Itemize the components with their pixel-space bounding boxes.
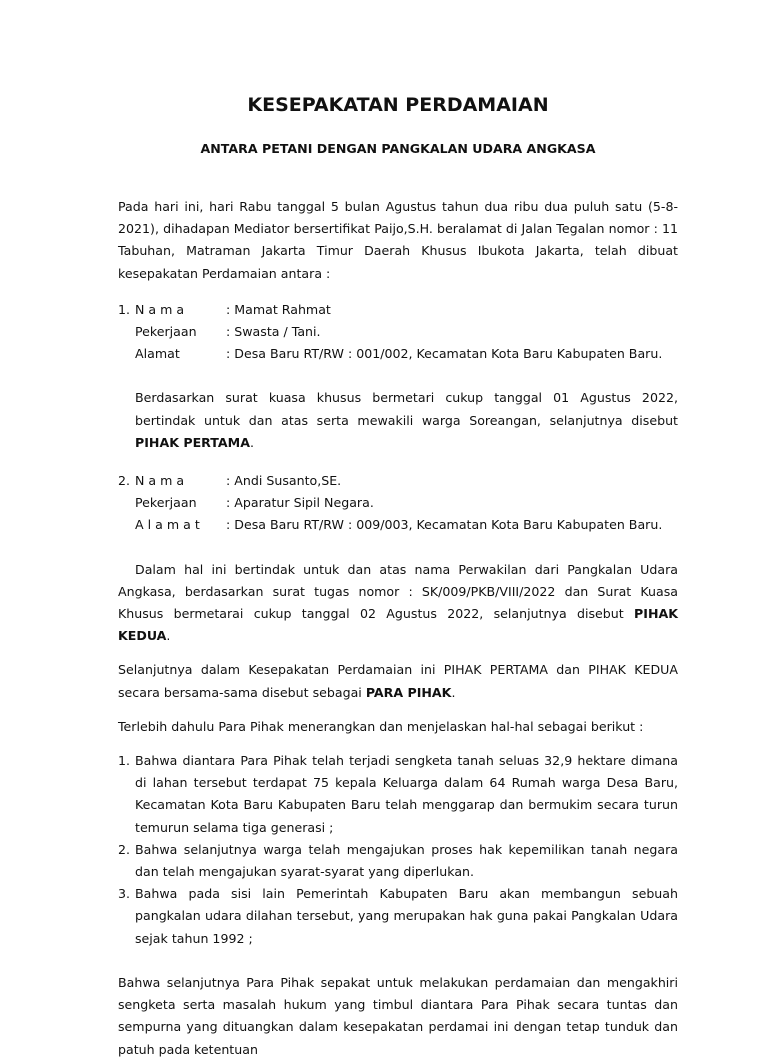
list-item [118, 750, 678, 839]
closing-paragraph: Bahwa selanjutnya Para Pihak sepakat untuk melakukan perdamaian dan mengakhiri sengketa serta masalah hukum yang timbul diantara Para Pihak secara tuntas dan sempurna yang dituangkan dalam kesepakatan perdamai ini dengan tetap tunduk dan patuh pada ketentuan [118, 974, 678, 1057]
joint-parties-paragraph [118, 659, 678, 703]
party-1-block [118, 299, 678, 454]
party-1-number: 1. [118, 301, 131, 317]
list-item-text: Bahwa pada sisi lain Pemerintah Kabupaten Baru akan membangun sebuah pangkalan udara dilahan tersebut, yang merupakan hak guna pakai Pangkalan Udara sejak tahun 1992 ; [135, 886, 678, 946]
list-item-number: 1. [118, 753, 131, 769]
intro-paragraph: Pada hari ini, hari Rabu tanggal 5 bulan Agustus tahun dua ribu dua puluh satu (5-8-2021), dihadapan Mediator bersertifikat Paijo,S.H. beralamat di Jalan Tegalan nomor : 11 Tabuhan, Matraman Jakarta Timur Daerah Khusus Ibukota Jakarta, telah dibuat kesepakatan Perdamaian antara : [118, 199, 678, 281]
list-item-text: Bahwa diantara Para Pihak telah terjadi sengketa tanah seluas 32,9 hektare dimana di lahan tersebut terdapat 75 kepala Keluarga dalam 64 Rumah warga Desa Baru, Kecamatan Kota Baru Kabupaten Baru telah menggarap dan bermukim secara turun temurun selama tiga generasi ; [135, 753, 678, 835]
party-2-name-label: N a m a [135, 473, 185, 489]
joint-parties-text: Selanjutnya dalam Kesepakatan Perdamaian ini PIHAK PERTAMA dan PIHAK KEDUA secara bersama-sama disebut sebagai [118, 662, 678, 700]
list-item-number: 3. [118, 886, 131, 902]
party-2-name-row [135, 470, 678, 492]
document-subtitle: ANTARA PETANI DENGAN PANGKALAN UDARA ANGKASA [200, 141, 596, 156]
list-item [118, 839, 678, 883]
party-2-job-row [135, 492, 678, 514]
party-1-name-label: N a m a [135, 301, 185, 317]
representation-paragraph [118, 559, 678, 648]
party-1-note-end: . [249, 434, 254, 450]
recitals-list [118, 750, 678, 950]
party-2-address-row [135, 514, 678, 536]
joint-parties-designation: PARA PIHAK [365, 684, 452, 700]
party-1-note-text: Berdasarkan surat kuasa khusus bermetari cukup tanggal 01 Agustus 2022, bertindak untuk dan atas serta mewakili warga Soreangan, selanjutnya disebut [135, 390, 678, 428]
list-item [118, 883, 678, 950]
representation-end: . [166, 628, 171, 644]
party-1-job-label: Pekerjaan [135, 324, 197, 340]
party-1-address-row [135, 343, 678, 365]
party-1-address-label: Alamat [135, 346, 180, 362]
representation-text: Dalam hal ini bertindak untuk dan atas nama Perwakilan dari Pangkalan Udara Angkasa, berdasarkan surat tugas nomor : SK/009/PKB/VIII/2022 dan Surat Kuasa Khusus bermetarai cukup tanggal 02 Agustus 2022, selanjutnya disebut [118, 561, 678, 622]
party-1-job-value: : Swasta / Tani. [226, 324, 321, 340]
party-2-designation: PIHAK KEDUA [118, 606, 678, 644]
party-1-designation: PIHAK PERTAMA [135, 434, 250, 450]
party-1-name-value: : Mamat Rahmat [226, 301, 331, 317]
document-title: KESEPAKATAN PERDAMAIAN [247, 94, 549, 116]
party-2-job-value: : Aparatur Sipil Negara. [226, 495, 374, 511]
party-2-job-label: Pekerjaan [135, 495, 197, 511]
list-item-text: Bahwa selanjutnya warga telah mengajukan proses hak kepemilikan tanah negara dan telah mengajukan syarat-syarat yang diperlukan. [135, 841, 678, 880]
explanation-intro: Terlebih dahulu Para Pihak menerangkan dan menjelaskan hal-hal sebagai berikut : [118, 718, 644, 734]
party-2-block [118, 470, 678, 537]
party-2-address-value: : Desa Baru RT/RW : 009/003, Kecamatan Kota Baru Kabupaten Baru. [226, 517, 663, 533]
party-1-name-row [135, 299, 678, 321]
party-2-address-label: A l a m a t [135, 517, 200, 533]
party-2-name-value: : Andi Susanto,SE. [226, 473, 342, 489]
list-item-number: 2. [118, 841, 131, 857]
party-1-job-row [135, 321, 678, 343]
document-body [118, 92, 678, 1061]
joint-parties-end: . [451, 684, 456, 700]
party-1-note [135, 387, 678, 454]
party-2-number: 2. [118, 473, 131, 489]
party-1-address-value: : Desa Baru RT/RW : 001/002, Kecamatan Kota Baru Kabupaten Baru. [226, 346, 663, 362]
